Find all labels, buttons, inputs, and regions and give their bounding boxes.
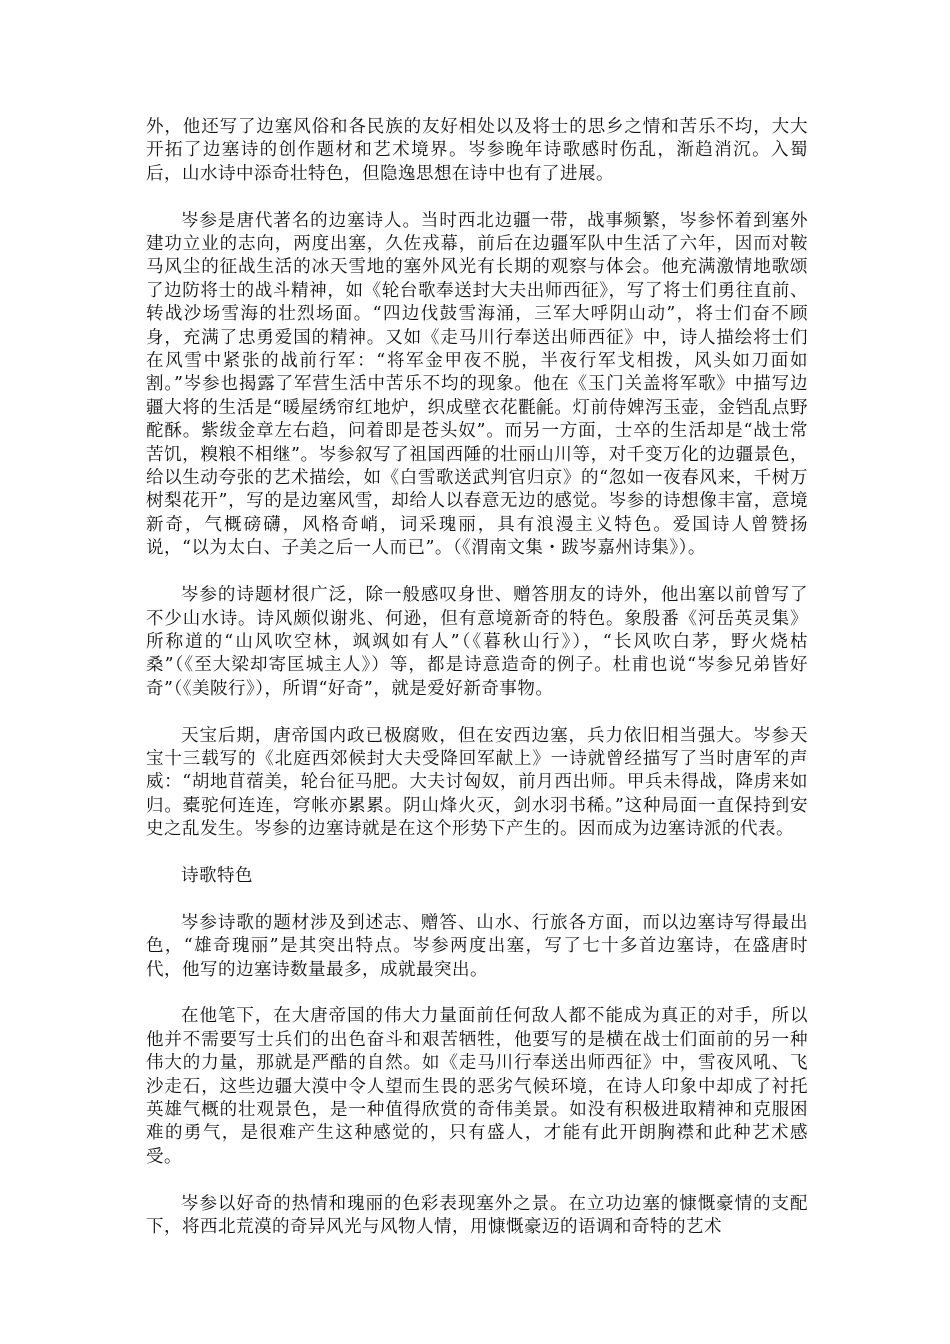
paragraph-frontier-scenery: 岑参以好奇的热情和瑰丽的色彩表现塞外之景。在立功边塞的慷慨豪情的支配下，将西北荒漠的奇异风光与风物人情，用慷慨豪迈的语调和奇特的艺术 [146,1193,808,1237]
paragraph-themes: 岑参诗歌的题材涉及到述志、赠答、山水、行旅各方面，而以边塞诗写得最出色，“雄奇瑰丽”是其突出特点。岑参两度出塞，写了七十多首边塞诗，在盛唐时代，他写的边塞诗数量最多，成就最突出。 [146,912,808,980]
paragraph-broad-subjects: 岑参的诗题材很广泛，除一般感叹身世、赠答朋友的诗外，他出塞以前曾写了不少山水诗。诗风颇似谢兆、何逊，但有意境新奇的特色。象殷番《河岳英灵集》所称道的“山风吹空林，飒飒如有人”（《暮秋山行》），“长风吹白茅，野火烧枯桑”（《至大梁却寄匡城主人》）等，都是诗意造奇的例子。杜甫也说“岑参兄弟皆好奇”（《美陂行》），所谓“好奇”，就是爱好新奇事物。 [146,585,808,699]
section-heading-poetic-features: 诗歌特色 [181,865,253,886]
paragraph-cen-shen-frontier-poet: 岑参是唐代著名的边塞诗人。当时西北边疆一带，战事频繁，岑参怀着到塞外建功立业的志向，两度出塞，久佐戎幕，前后在边疆军队中生活了六年，因而对鞍马风尘的征战生活的冰天雪地的塞外风光有长期的观察与体会。他充满激情地歌颂了边防将士的战斗精神，如《轮台歌奉送封大夫出师西征》，写了将士们勇往直前、转战沙场雪海的壮烈场面。“四边伐鼓雪海涌，三军大呼阴山动”，将士们奋不顾身，充满了忠勇爱国的精神。又如《走马川行奉送出师西征》中，诗人描绘将士们在风雪中紧张的战前行军：“将军金甲夜不脱，半夜行军戈相拨，风头如刀面如割。”岑参也揭露了军营生活中苦乐不均的现象。他在《玉门关盖将军歌》中描写边疆大将的生活是“暖屋绣帘红地炉，织成壁衣花氍毹。灯前侍婢泻玉壶，金铛乱点野酡酥。紫绂金章左右趋，问着即是苍头奴”。而另一方面，士卒的生活却是“战士常苦饥，糗粮不相继”。岑参叙写了祖国西陲的壮丽山川等，对千变万化的边疆景色，给以生动夸张的艺术描绘，如《白雪歌送武判官归京》的“忽如一夜春风来，千树万树梨花开”，写的是边塞风雪，却给人以春意无边的感觉。岑参的诗想像丰富，意境新奇，气概磅礴，风格奇峭，词采瑰丽，具有浪漫主义特色。爱国诗人曾赞扬说，“以为太白、子美之后一人而已”。（《渭南文集・跋岑嘉州诗集》）。 [146,210,808,559]
paragraph-tianbao-period: 天宝后期，唐帝国内政已极腐败，但在安西边塞，兵力依旧相当强大。岑参天宝十三载写的《北庭西郊候封大夫受降回军献上》一诗就曾经描写了当时唐军的声威：“胡地苜蓿美，轮台征马肥。大夫讨匈奴，前月西出师。甲兵未得战，降虏来如归。橐驼何连连，穹帐亦累累。阴山烽火灭，剑水羽书稀。”这种局面一直保持到安史之乱发生。岑参的边塞诗就是在这个形势下产生的。因而成为边塞诗派的代表。 [146,725,808,840]
paragraph-nature-power: 在他笔下，在大唐帝国的伟大力量面前任何敌人都不能成为真正的对手，所以他并不需要写士兵们的出色奋斗和艰苦牺牲，他要写的是横在战士们面前的另一种伟大的力量，那就是严酷的自然。如《走马川行奉送出师西征》中，雪夜风吼、飞沙走石，这些边疆大漠中令人望而生畏的恶劣气候环境，在诗人印象中却成了衬托英雄气概的壮观景色，是一种值得欣赏的奇伟美景。如没有积极进取精神和克服困难的勇气，是很难产生这种感觉的，只有盛人，才能有此开朗胸襟和此种艺术感受。 [146,1006,808,1167]
document-body [146,116,808,1263]
paragraph-continued-intro: 外，他还写了边塞风俗和各民族的友好相处以及将士的思乡之情和苦乐不均，大大开拓了边塞诗的创作题材和艺术境界。岑参晚年诗歌感时伤乱，渐趋消沉。入蜀后，山水诗中添奇壮特色，但隐逸思想在诗中也有了进展。 [146,117,808,184]
